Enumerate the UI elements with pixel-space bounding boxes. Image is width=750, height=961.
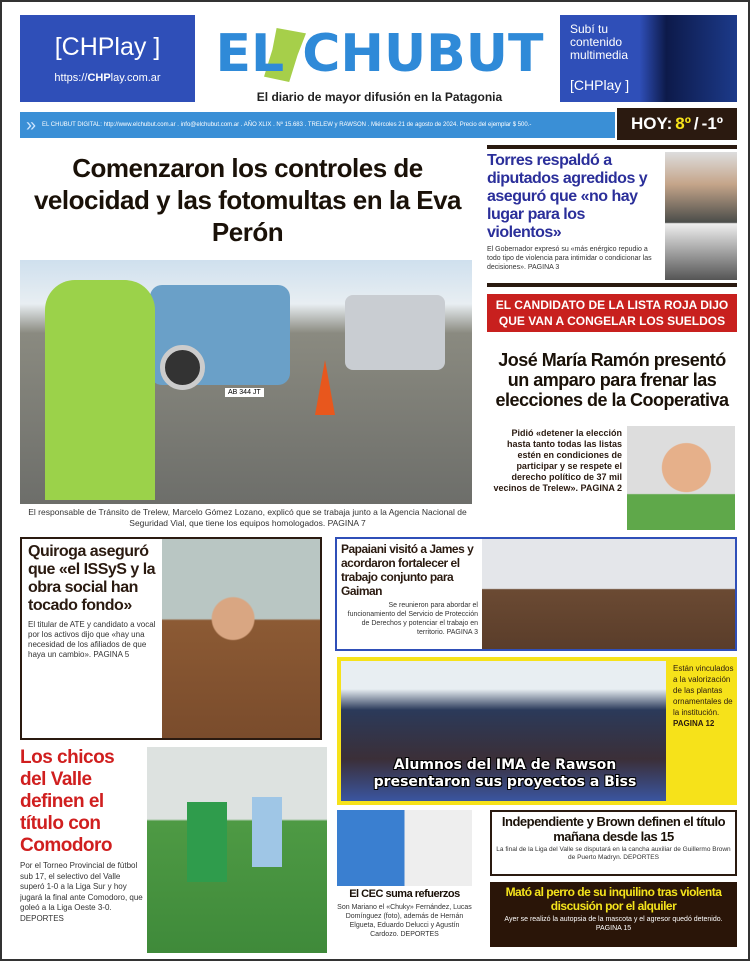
independiente-summary: La final de la Liga del Valle se disputará en la cancha auxiliar de Guillermo Brown de Puerto Madryn. DEPORTES <box>496 846 731 861</box>
quiroga-story[interactable] <box>20 537 322 740</box>
main-caption: El responsable de Tránsito de Trelew, Marcelo Gómez Lozano, explicó que se trabaja junto a la Agencia Nacional de Seguridad Vial, que tiene los equipos homologados. PAGINA 7 <box>28 507 467 528</box>
cec-headline: El CEC suma refuerzos <box>349 888 460 900</box>
perro-summary: Ayer se realizó la autopsia de la mascota y el agresor quedó detenido. PAGINA 15 <box>504 916 723 932</box>
tagline: El diario de mayor difusión en la Patagonia <box>256 90 503 104</box>
main-headline: Comenzaron los controles de velocidad y las fotomultas en la Eva Perón <box>33 153 462 247</box>
ima-headline: Alumnos del IMA de Rawson presentaron sus proyectos a Biss <box>373 757 637 790</box>
chevron-right-icon: » <box>26 114 37 135</box>
player-green <box>187 802 227 882</box>
van <box>345 295 445 370</box>
ramon-kicker: EL CANDIDATO DE LA LISTA ROJA DIJO QUE VAN A CONGELAR LOS SUELDOS <box>487 294 737 332</box>
cec-summary: Son Mariano el «Chuky» Fernández, Lucas Domínguez (foto), además de Hernán Elgueta, Eduardo Delucci y Agustín Cardozo. DEPORTES <box>337 904 472 938</box>
papaiani-photo <box>482 539 735 649</box>
papaiani-summary: Se reunieron para abordar el funcionamiento del Servicio de Protección de Derechos y potenciar el trabajo en territorio. PAGINA 3 <box>347 602 478 636</box>
chplay-brand: [CHPlay ] <box>54 33 161 61</box>
papaiani-story[interactable] <box>335 537 737 651</box>
torres-summary: El Gobernador expresó su «más enérgico repudio a todo tipo de violencia para intimidar o condicionar las decisiones». PAGINA 3 <box>487 246 652 271</box>
valle-headline: Los chicos del Valle definen el título con Comodoro <box>20 747 115 856</box>
valle-story[interactable] <box>20 747 327 953</box>
torres-story[interactable] <box>487 145 737 287</box>
ramon-headline: José María Ramón presentó un amparo para frenar las elecciones de la Cooperativa <box>495 350 729 410</box>
weather-box: HOY: 8º / -1º <box>617 108 737 140</box>
chplay-ad-right[interactable]: Subí tu contenido multimedia [CHPlay ] <box>560 15 737 102</box>
chplay-url: https://CHPlay.com.ar <box>54 72 161 84</box>
ramon-photo <box>627 426 735 530</box>
ramon-summary: Pidió «detener la elección hasta tanto todas las listas estén en condiciones de participar y se respete el derecho político de 37 mil vecinos de Trelew». PAGINA 2 <box>493 428 622 493</box>
valle-photo <box>147 747 327 953</box>
main-photo <box>20 260 472 504</box>
quiroga-photo <box>162 539 320 738</box>
papaiani-headline: Papaiani visitó a James y acordaron fortalecer el trabajo conjunto para Gaiman <box>341 542 474 598</box>
main-headline-box[interactable] <box>20 144 475 256</box>
torres-headline: Torres respaldó a diputados agredidos y aseguró que «no hay lugar para los violentos» <box>487 152 648 241</box>
perro-story[interactable] <box>490 882 737 947</box>
chplay-ad-left[interactable] <box>20 15 195 102</box>
officer <box>45 280 155 500</box>
ramon-headline-box[interactable] <box>487 336 737 424</box>
ima-story[interactable] <box>337 657 737 805</box>
torres-photo <box>665 152 737 280</box>
player-blue <box>252 797 282 867</box>
quiroga-summary: El titular de ATE y candidato a vocal por los activos dijo que «hay una necesidad de los afiliados de que haya un cambio». PAGINA 5 <box>28 620 156 659</box>
masthead-logo <box>202 20 557 88</box>
quiroga-headline: Quiroga aseguró que «el ISSyS y la obra social han tocado fondo» <box>28 543 156 614</box>
cec-story[interactable] <box>337 810 472 955</box>
ima-summary: Están vinculados a la valorización de las plantas ornamentales de la institución. PAGINA 12 <box>673 664 734 728</box>
cec-photo <box>337 810 472 886</box>
valle-summary: Por el Torneo Provincial de fútbol sub 17, el selectivo del Valle superó 1-0 a la Liga Sur y hoy jugará la final ante Comodoro, que goleó a la Liga Oeste 3-0. DEPORTES <box>20 861 143 923</box>
logo-text: EL CHUBUT <box>215 24 544 84</box>
info-bar: » EL CHUBUT DIGITAL: http://www.elchubut.com.ar . info@elchubut.com.ar . AÑO XLIX . Nº 15.683 . TRELEW y RAWSON . Miércoles 21 de agosto de 2024. Precio del ejemplar $ 500.- <box>20 112 615 138</box>
independiente-headline: Independiente y Brown definen el título mañana desde las 15 <box>501 814 726 844</box>
traffic-cone <box>315 360 335 415</box>
license-plate: AB 344 JT <box>225 388 264 397</box>
perro-headline: Mató al perro de su inquilino tras violenta discusión por el alquiler <box>505 885 722 913</box>
independiente-story[interactable] <box>490 810 737 876</box>
speed-camera <box>160 345 205 390</box>
